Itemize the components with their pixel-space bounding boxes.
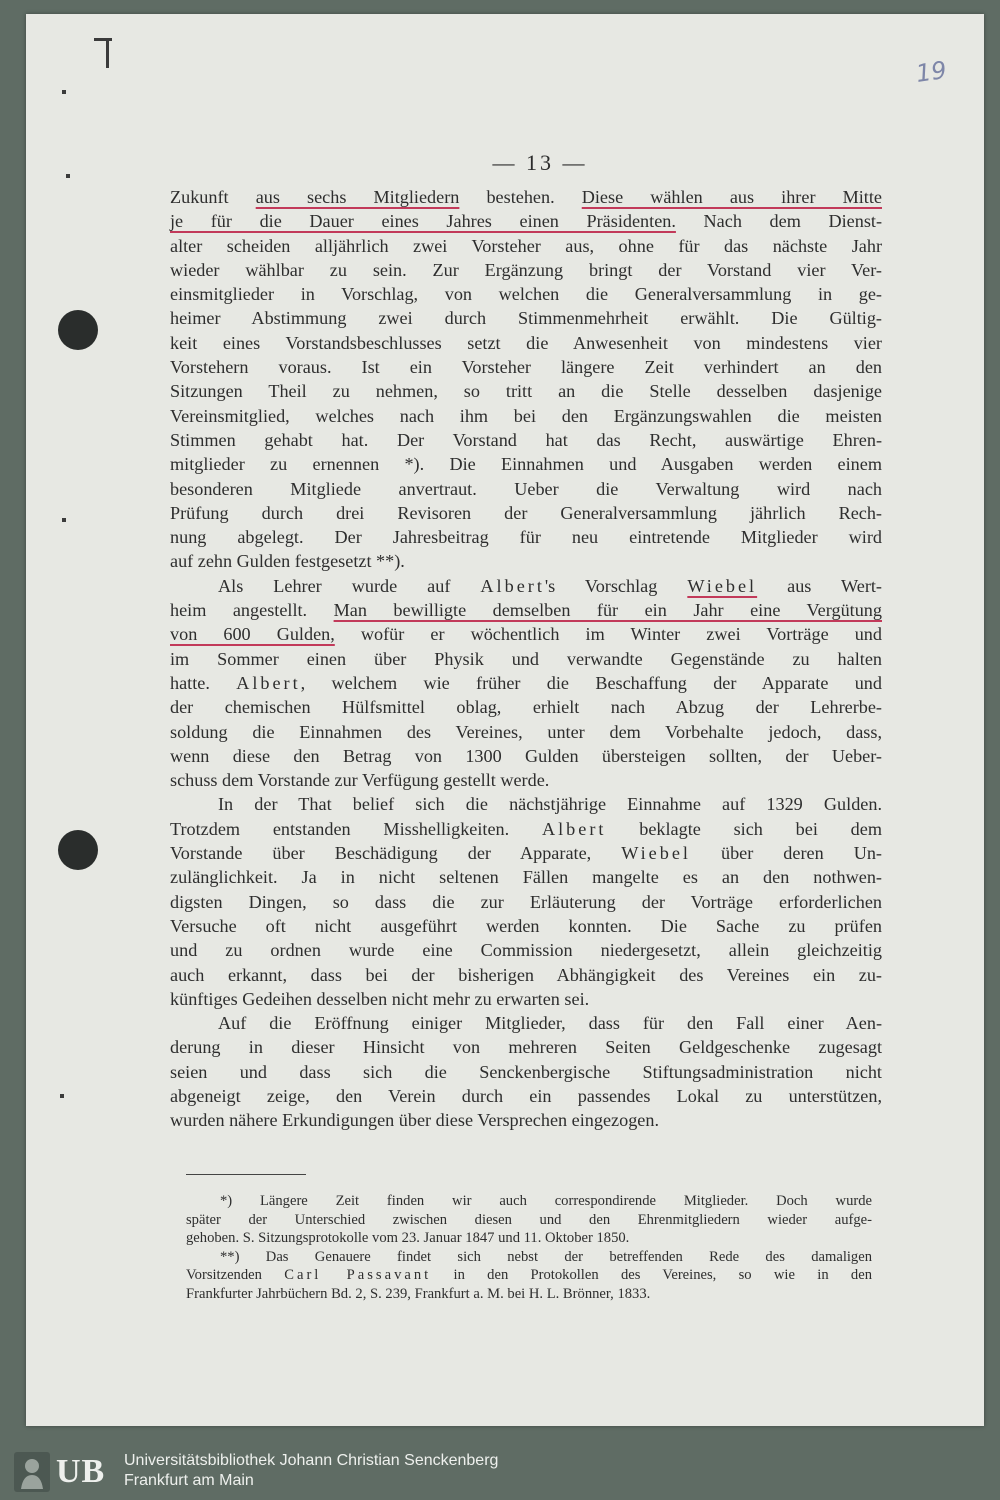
body-line (170, 258, 882, 282)
text-segment: schuss dem Vorstande zur Verfügung gestellt werde. (170, 770, 550, 791)
body-line (170, 1011, 882, 1035)
text-segment: wenn diese den Betrag von 1300 Gulden übersteigen sollten, der Ueber- (170, 745, 882, 766)
text-segment: Prüfung durch drei Revisoren der Generalversammlung jährlich Rech- (170, 502, 882, 523)
text-segment: zulänglichkeit. Ja in nicht seltenen Fällen mangelte es an den nothwen- (170, 867, 882, 888)
body-line (170, 744, 882, 768)
text-segment: digsten Dingen, so dass die zur Erläuterung der Vorträge erforderlichen (170, 891, 882, 912)
text-segment: Trotzdem entstanden Misshelligkeiten. (170, 818, 542, 839)
text-segment: In der That belief sich die nächstjährige Einnahme auf 1329 Gulden. (218, 794, 882, 815)
body-line (170, 1035, 882, 1059)
body-line (170, 282, 882, 306)
body-line (170, 404, 882, 428)
text-segment: Vereinsmitglied, welches nach ihm bei den Ergänzungswahlen die meisten (170, 405, 882, 426)
body-line (170, 1060, 882, 1084)
text-segment: hatte. (170, 672, 237, 693)
footnotes (186, 1192, 872, 1303)
text-segment: Frankfurter Jahrbüchern Bd. 2, S. 239, Frankfurt a. M. bei H. L. Brönner, 1833. (186, 1285, 651, 1302)
body-line (170, 452, 882, 476)
body-line (170, 185, 882, 209)
body-line (170, 817, 882, 841)
text-segment: auch erkannt, dass bei der bisherigen Abhängigkeit des Vereines ein zu- (170, 964, 882, 985)
scan-mark (62, 518, 66, 522)
underlined-text: Man bewilligte demselben für ein Jahr eine Vergütung (333, 600, 882, 621)
scan-mark (62, 90, 66, 94)
text-segment: im Sommer einen über Physik und verwandte Gegenstände zu halten (170, 648, 882, 669)
folio-number: 19 (914, 56, 949, 88)
text-segment: nung abgelegt. Der Jahresbeitrag für neu eintretende Mitglieder wird (170, 527, 882, 548)
text-segment: Versuche oft nicht ausgeführt werden konnten. Die Sache zu prüfen (170, 915, 882, 936)
body-line (170, 792, 882, 816)
body-text (170, 185, 882, 1133)
text-segment: abgeneigt zeige, den Verein durch ein passendes Lokal zu unterstützen, (170, 1085, 882, 1106)
body-line (170, 914, 882, 938)
text-segment: Zukunft (170, 187, 256, 207)
punch-hole-bottom (58, 830, 98, 870)
institution-name (124, 1451, 498, 1491)
scan-mark (60, 1094, 64, 1098)
footnote-line (186, 1229, 872, 1248)
institution-line-2: Frankfurt am Main (124, 1472, 254, 1489)
body-line (170, 671, 882, 695)
library-logo (14, 1450, 114, 1494)
body-line (170, 865, 882, 889)
body-line (170, 355, 882, 379)
body-line (170, 890, 882, 914)
text-segment: und zu ordnen wurde eine Commission niedergesetzt, allein gleichzeitig (170, 940, 882, 961)
page-number-header: — 13 — (492, 150, 588, 175)
text-segment: bestehen. (459, 187, 582, 207)
text-segment: derung in dieser Hinsicht von mehreren Seiten Geldgeschenke zugesagt (170, 1037, 882, 1058)
footnote-line (186, 1211, 872, 1230)
body-line (170, 501, 882, 525)
footnote-line (186, 1248, 872, 1267)
text-segment: wurden nähere Erkundigungen über diese Versprechen eingezogen. (170, 1110, 660, 1131)
body-line (170, 720, 882, 744)
text-segment: wieder wählbar zu sein. Zur Ergänzung bringt der Vorstand vier Ver- (170, 259, 882, 280)
text-segment: künftiges Gedeihen desselben nicht mehr zu erwarten sei. (170, 988, 590, 1009)
body-line (170, 1108, 882, 1132)
text-segment: auf zehn Gulden festgesetzt **). (170, 551, 405, 572)
spaced-name: Albert (236, 672, 301, 693)
text-segment: **) Das Genauere findet sich nebst der betreffenden Rede des damaligen (220, 1248, 872, 1265)
body-line (170, 477, 882, 501)
body-line (170, 622, 882, 646)
body-line (170, 379, 882, 403)
text-segment: gehoben. S. Sitzungsprotokolle vom 23. Januar 1847 und 11. Oktober 1850. (186, 1230, 630, 1246)
scan-mark (106, 38, 109, 68)
text-segment: wofür er wöchentlich im Winter zwei Vorträge und (334, 624, 882, 645)
text-segment: *) Längere Zeit finden wir auch correspondirende Mitglieder. Doch wurde (220, 1193, 872, 1209)
text-segment: soldung die Einnahmen des Vereines, unter dem Vorbehalte jedoch, dass, (170, 721, 882, 742)
text-segment: , welchem wie früher die Beschaffung der Apparate und (300, 672, 882, 693)
footnote-rule (186, 1174, 306, 1175)
scan-mark (94, 38, 112, 41)
body-line (170, 695, 882, 719)
underlined-text: je für die Dauer eines Jahres einen Präsidenten. (170, 211, 676, 232)
body-line (170, 306, 882, 330)
footnote-line (186, 1285, 872, 1304)
portrait-icon (14, 1452, 50, 1492)
footnote-line (186, 1266, 872, 1285)
punch-hole-top (58, 310, 98, 350)
text-segment: einsmitglieder in Vorschlag, von welchen die Generalversammlung in ge- (170, 284, 882, 305)
body-line (170, 987, 882, 1011)
underlined-text: von 600 Gulden, (170, 624, 335, 645)
spaced-name: Albert (541, 818, 607, 839)
body-line (170, 768, 882, 792)
text-segment: Als Lehrer wurde auf (218, 575, 481, 596)
logo-text: UB (56, 1453, 106, 1490)
text-segment: Vorstande über Beschädigung der Apparate, (170, 843, 622, 864)
text-segment: heim angestellt. (170, 600, 334, 621)
library-footer (0, 1440, 1000, 1500)
body-line (170, 525, 882, 549)
text-segment: der chemischen Hülfsmittel oblag, erhielt nach Abzug der Lehrerbe- (170, 697, 882, 718)
underlined-text: Wiebel (687, 575, 758, 596)
text-segment: Vorsitzenden (186, 1267, 285, 1283)
text-segment: heimer Abstimmung zwei durch Stimmenmehrheit erwählt. Die Gültig- (170, 308, 882, 329)
text-segment: Nach dem Dienst- (675, 211, 883, 232)
text-segment: Stimmen gehabt hat. Der Vorstand hat das Recht, auswärtige Ehren- (170, 429, 882, 450)
body-line (170, 428, 882, 452)
text-segment: aus Wert- (757, 575, 882, 596)
body-line (170, 331, 882, 355)
body-line (170, 963, 882, 987)
underlined-text: aus sechs Mitgliedern (255, 187, 460, 207)
body-line (170, 1084, 882, 1108)
text-segment: Vorstehern voraus. Ist ein Vorsteher längere Zeit verhindert an den (170, 357, 882, 378)
scan-mark (66, 174, 70, 178)
text-segment: 's Vorschlag (544, 575, 688, 596)
text-segment: seien und dass sich die Senckenbergische Stiftungsadministration nicht (170, 1061, 882, 1082)
body-line (170, 549, 882, 573)
spaced-name: Albert (480, 575, 545, 596)
text-segment: alter scheiden alljährlich zwei Vorsteher aus, ohne für das nächste Jahr (170, 235, 882, 256)
spaced-name: Wiebel (621, 843, 691, 864)
text-segment: in den Protokollen des Vereines, so wie in den (431, 1267, 872, 1283)
body-line (170, 574, 882, 598)
body-line (170, 647, 882, 671)
text-segment: später der Unterschied zwischen diesen und den Ehrenmitgliedern wieder aufge- (186, 1211, 872, 1228)
text-segment: Sitzungen Theil zu nehmen, so tritt an die Stelle desselben dasjenige (170, 381, 882, 402)
institution-line-1: Universitätsbibliothek Johann Christian Senckenberg (124, 1452, 499, 1469)
body-line (170, 598, 882, 622)
text-segment: Auf die Eröffnung einiger Mitglieder, dass für den Fall einer Aen- (218, 1013, 882, 1034)
text-segment: mitglieder zu ernennen *). Die Einnahmen und Ausgaben werden einem (170, 454, 882, 475)
text-segment: keit eines Vorstandsbeschlusses setzt die Anwesenheit von mindestens vier (170, 332, 882, 353)
text-segment: besonderen Mitgliede anvertraut. Ueber die Verwaltung wird nach (170, 478, 882, 499)
body-line (170, 938, 882, 962)
body-line (170, 841, 882, 865)
underlined-text: Diese wählen aus ihrer Mitte (581, 187, 882, 207)
text-segment: beklagte sich bei dem (606, 818, 882, 839)
text-segment: über deren Un- (690, 843, 882, 864)
spaced-name: Carl Passavant (284, 1267, 432, 1283)
body-line (170, 209, 882, 233)
body-line (170, 234, 882, 258)
footnote-line (186, 1192, 872, 1211)
